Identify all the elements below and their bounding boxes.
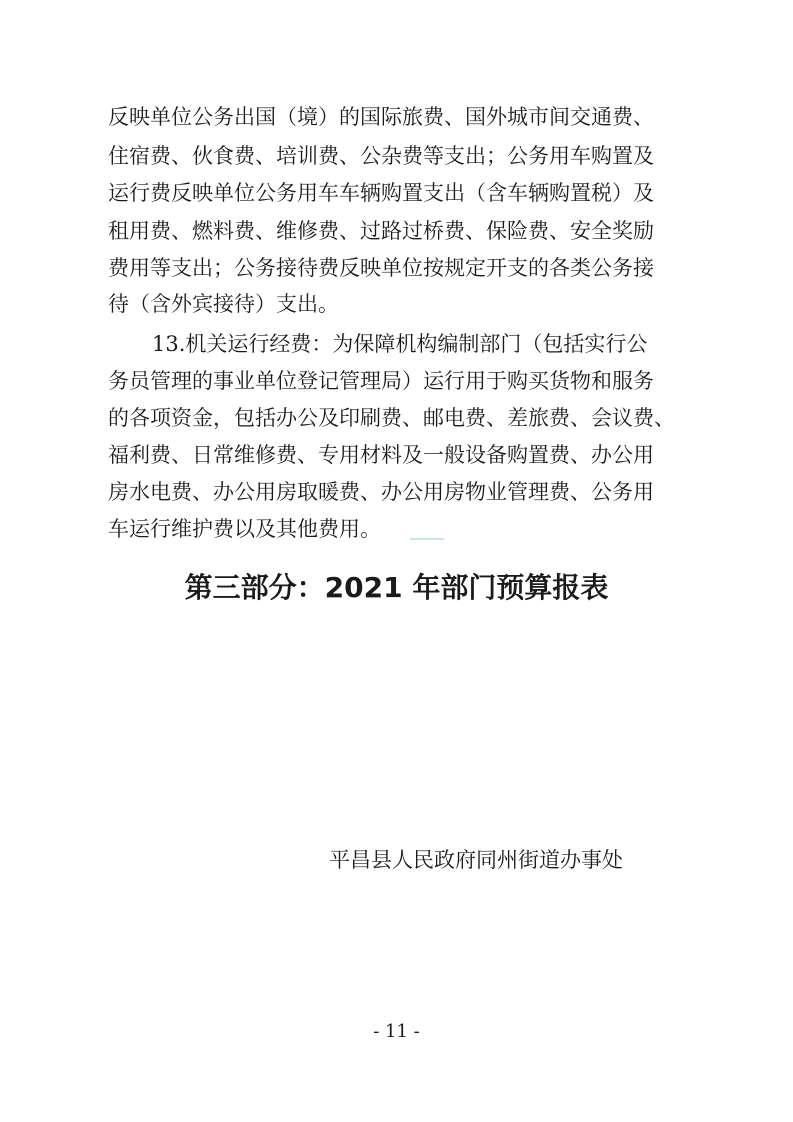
text-line-content: 务员管理的事业单位登记管理局）运行用于购买货物和服务 xyxy=(108,369,654,393)
text-line xyxy=(0,213,793,249)
text-line-content: 房水电费、办公用房取暖费、办公用房物业管理费、公务用 xyxy=(108,480,654,504)
page-number: - 11 - xyxy=(373,1021,420,1042)
text-line xyxy=(0,250,793,286)
text-line xyxy=(0,474,793,510)
text-line-content: 13.机关运行经费：为保障机构编制部门（包括实行公 xyxy=(152,332,648,356)
text-line-content: 反映单位公务出国（境）的国际旅费、国外城市间交通费、 xyxy=(108,105,654,129)
text-line-content: 车运行维护费以及其他费用。 xyxy=(108,517,381,541)
text-line xyxy=(0,400,793,436)
text-line xyxy=(0,363,793,399)
text-line-content: 租用费、燃料费、维修费、过路过桥费、保险费、安全奖励 xyxy=(108,219,654,243)
text-line xyxy=(0,326,793,362)
text-line-content: 福利费、日常维修费、专用材料及一般设备购置费、办公用 xyxy=(108,443,654,467)
text-line xyxy=(0,99,793,135)
text-line xyxy=(0,437,793,473)
text-line-content: 住宿费、伙食费、培训费、公杂费等支出；公务用车购置及 xyxy=(108,144,654,168)
text-line-content: 费用等支出；公务接待费反映单位按规定开支的各类公务接 xyxy=(108,256,654,280)
section-heading: 第三部分：2021 年部门预算报表 xyxy=(184,571,609,604)
text-line xyxy=(0,286,793,322)
text-line-content: 待（含外宾接待）支出。 xyxy=(108,292,339,316)
text-line xyxy=(0,138,793,174)
text-line-content: 运行费反映单位公务用车车辆购置支出（含车辆购置税）及 xyxy=(108,181,654,205)
scan-artifact xyxy=(410,538,444,540)
signature-organization: 平昌县人民政府同州街道办事处 xyxy=(329,848,623,872)
text-line xyxy=(0,511,793,547)
text-line xyxy=(0,175,793,211)
text-line-content: 的各项资金，包括办公及印刷费、邮电费、差旅费、会议费、 xyxy=(108,406,675,430)
